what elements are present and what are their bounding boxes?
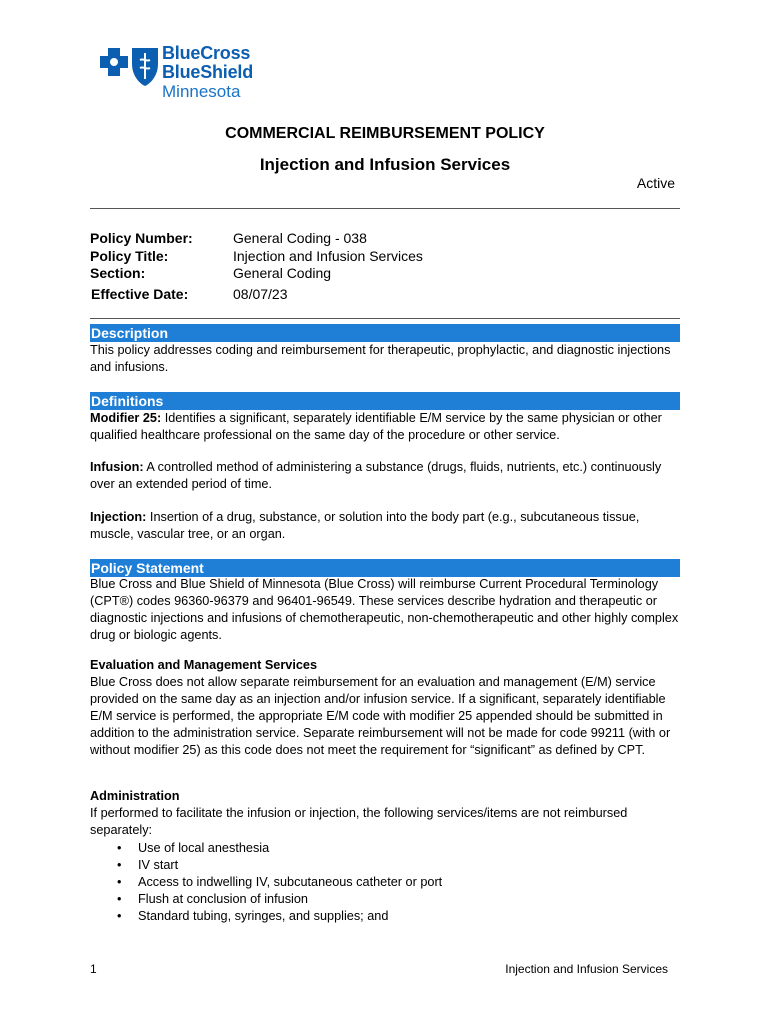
definition-text: Identifies a significant, separately identifiable E/M service by the same physician or other qualified healthcare professional on the same day of the procedure or other service.: [90, 411, 662, 442]
section-heading-description: Description: [90, 324, 680, 342]
footer-title: Injection and Infusion Services: [505, 962, 668, 976]
document-subtitle: Injection and Infusion Services: [259, 155, 511, 174]
definition-infusion: [90, 459, 682, 493]
definition-injection: [90, 509, 682, 543]
list-item: • Use of local anesthesia: [90, 840, 442, 857]
policy-status: Active: [636, 175, 675, 191]
administration-list: [90, 840, 442, 925]
administration-text: If performed to facilitate the infusion or injection, the following services/items are not reimbursed separately:: [90, 806, 628, 837]
meta-value: 08/07/23: [233, 286, 288, 302]
description-text: This policy addresses coding and reimbursement for therapeutic, prophylactic, and diagnostic injections and infusions.: [90, 343, 671, 374]
list-item: • Access to indwelling IV, subcutaneous catheter or port: [90, 874, 442, 891]
list-item: • Standard tubing, syringes, and supplies; and: [90, 908, 442, 925]
blue-cross-icon: [100, 48, 128, 76]
list-item: • Flush at conclusion of infusion: [90, 891, 442, 908]
meta-value: General Coding - 038: [233, 230, 367, 246]
meta-label: Policy Title:: [90, 248, 169, 264]
logo-line-1: BlueCross: [162, 43, 251, 63]
meta-label: Section:: [90, 265, 146, 281]
footer-page-number: 1: [90, 962, 97, 976]
meta-value: General Coding: [233, 265, 332, 281]
meta-label: Effective Date:: [91, 286, 189, 302]
meta-value: Injection and Infusion Services: [233, 248, 423, 264]
blue-shield-icon: [132, 48, 158, 86]
definition-text: Insertion of a drug, substance, or solution into the body part (e.g., subcutaneous tissue, muscle, vascular tree, or an organ.: [90, 510, 640, 541]
subheading-administration: Administration: [90, 789, 180, 803]
logo-line-2: BlueShield: [162, 62, 254, 82]
em-services-text: Blue Cross does not allow separate reimbursement for an evaluation and management (E/M) service provided on the same day as an injection and/or infusion service. If a significant, separately identifiable E/M service is performed, the appropriate E/M code with modifier 25 appended should be submitted in addition to the administration service. Separate reimbursement will not be made for code 99211 (with or without modifier 25) as this code does not meet the requirement for “significant” as defined by CPT.: [90, 675, 671, 757]
section-heading-policy-statement: Policy Statement: [90, 559, 680, 577]
divider: [90, 318, 680, 319]
logo-wordmark: [162, 44, 253, 100]
definition-modifier-25: [90, 410, 682, 444]
document-title: COMMERCIAL REIMBURSEMENT POLICY: [225, 125, 545, 142]
list-item: • IV start: [90, 857, 442, 874]
subheading-em-services: Evaluation and Management Services: [90, 658, 318, 672]
meta-label: Policy Number:: [90, 230, 193, 246]
definition-term: Infusion:: [90, 460, 144, 474]
policy-statement-text: Blue Cross and Blue Shield of Minnesota (Blue Cross) will reimburse Current Procedural Terminology (CPT®) codes 96360-96379 and 96401-96549. These services describe hydration and therapeutic or diagnostic injections and infusions of chemotherapeutic, non-chemotherapeutic and other highly complex drug or biologic agents.: [90, 577, 679, 642]
definition-term: Injection:: [90, 510, 147, 524]
divider: [90, 208, 680, 209]
definition-term: Modifier 25:: [90, 411, 162, 425]
definition-text: A controlled method of administering a substance (drugs, fluids, nutrients, etc.) continuously over an extended period of time.: [90, 460, 662, 491]
section-heading-definitions: Definitions: [90, 392, 680, 410]
logo-line-3: Minnesota: [162, 82, 241, 101]
